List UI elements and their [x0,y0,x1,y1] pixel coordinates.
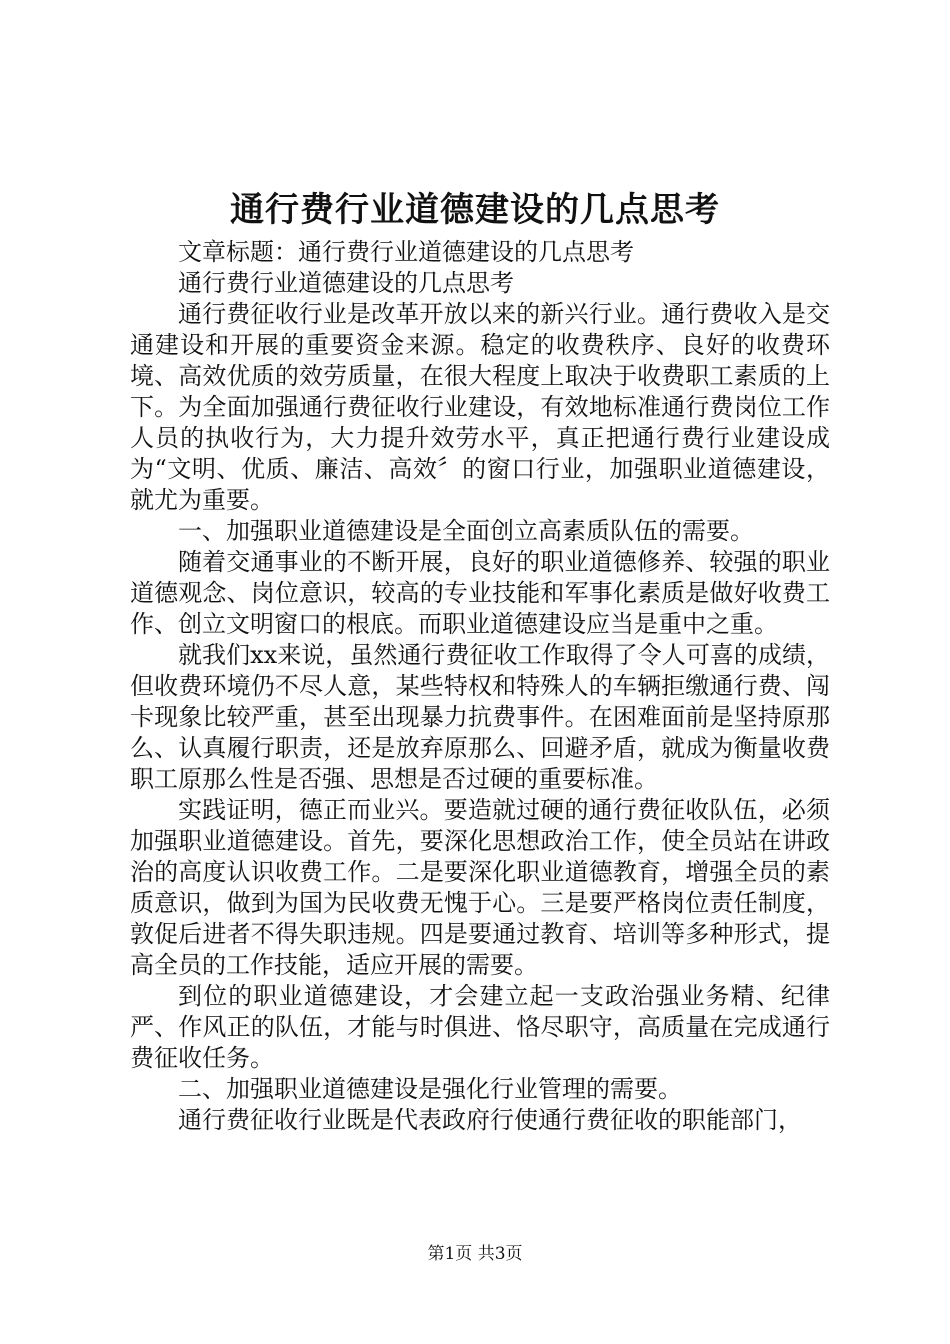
paragraph: 随着交通事业的不断开展，良好的职业道德修养、较强的职业道德观念、岗位意识，较高的专业技能和军事化素质是做好收费工作、创立文明窗口的根底。而职业道德建设应当是重中之重。 [130,548,830,638]
page-footer: 第1页 共3页 [427,1244,523,1264]
section-heading: 二、加强职业道德建设是强化行业管理的需要。 [178,1075,682,1103]
paragraph: 通行费征收行业既是代表政府行使通行费征收的职能部门， [178,1106,802,1134]
document-body [130,237,830,1136]
paragraph: 到位的职业道德建设，才会建立起一支政治强业务精、纪律严、作风正的队伍，才能与时俱进、恪尽职守，高质量在完成通行费征收任务。 [130,982,830,1072]
paragraph-subtitle: 通行费行业道德建设的几点思考 [178,269,514,297]
paragraph: 就我们xx来说，虽然通行费征收工作取得了令人可喜的成绩，但收费环境仍不尽人意，某些特权和特殊人的车辆拒缴通行费、闯卡现象比较严重，甚至出现暴力抗费事件。在困难面前是坚持原那么、认真履行职责，还是放弃原那么、回避矛盾，就成为衡量收费职工原那么性是否强、思想是否过硬的重要标准。 [130,641,830,793]
paragraph-article-title: 文章标题：通行费行业道德建设的几点思考 [178,238,634,266]
paragraph: 通行费征收行业是改革开放以来的新兴行业。通行费收入是交通建设和开展的重要资金来源。稳定的收费秩序、良好的收费环境、高效优质的效劳质量，在很大程度上取决于收费职工素质的上下。为全面加强通行费征收行业建设，有效地标准通行费岗位工作人员的执收行为，大力提升效劳水平，真正把通行费行业建设成为“文明、优质、廉洁、高效〞的窗口行业，加强职业道德建设，就尤为重要。 [130,300,830,514]
paragraph: 实践证明，德正而业兴。要造就过硬的通行费征收队伍，必须加强职业道德建设。首先，要深化思想政治工作，使全员站在讲政治的高度认识收费工作。二是要深化职业道德教育，增强全员的素质意识，做到为国为民收费无愧于心。三是要严格岗位责任制度，敦促后进者不得失职违规。四是要通过教育、培训等多种形式，提高全员的工作技能，适应开展的需要。 [130,796,830,979]
document-title: 通行费行业道德建设的几点思考 [230,190,720,230]
section-heading: 一、加强职业道德建设是全面创立高素质队伍的需要。 [178,517,754,545]
